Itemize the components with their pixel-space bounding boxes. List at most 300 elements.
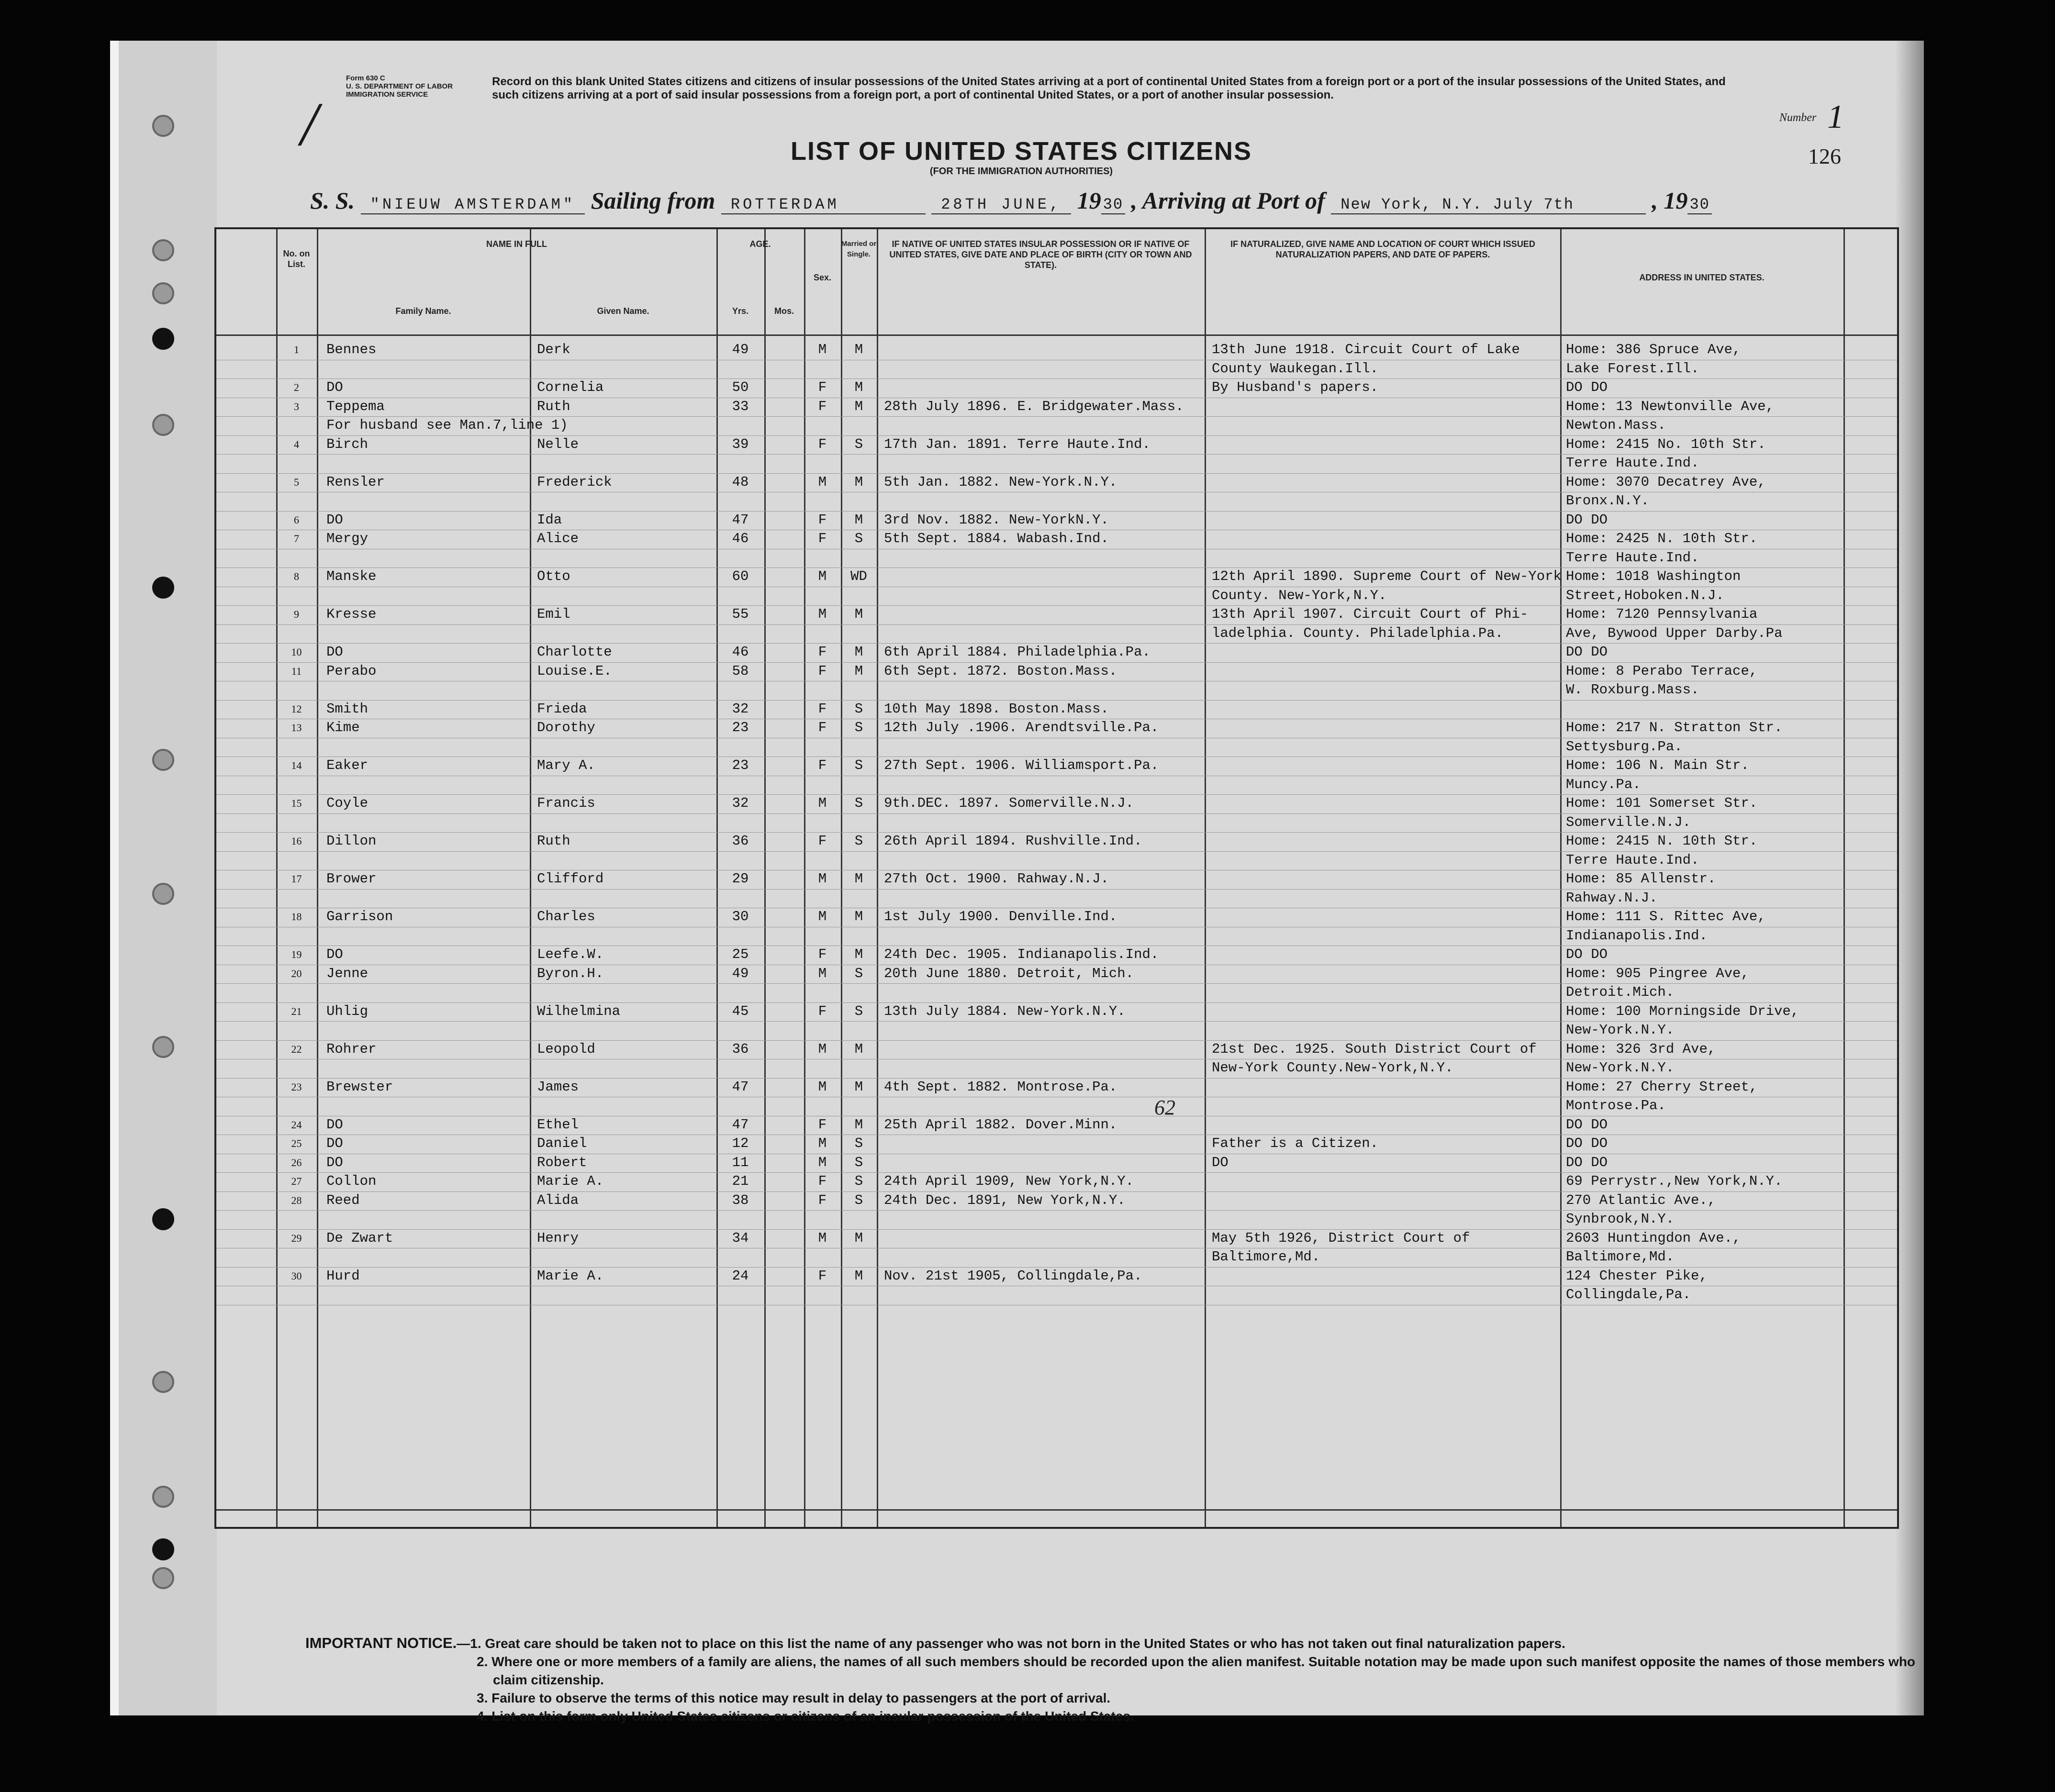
row-addr-cell: Home: 111 S. Rittec Ave,: [1566, 909, 1766, 924]
row-divider: [216, 851, 1897, 852]
handwritten-note: 62: [1154, 1096, 1175, 1119]
row-family-cell: Mergy: [326, 531, 369, 546]
row-divider: [216, 378, 1897, 379]
row-given-cell: Wilhelmina: [537, 1003, 621, 1019]
header-name-in-full: NAME IN FULL: [486, 239, 547, 249]
row-family-cell: Manske: [326, 568, 377, 584]
row-nat-cell: New-York County.New-York,N.Y.: [1212, 1060, 1453, 1076]
row-birth-cell: 20th June 1880. Detroit, Mich.: [884, 965, 1134, 981]
row-family-cell: DO: [326, 512, 343, 528]
row-ms-cell: S: [854, 757, 863, 773]
row-yrs-cell: 24: [732, 1268, 749, 1284]
row-family-cell: Coyle: [326, 795, 369, 811]
row-no-cell: 25: [291, 1137, 302, 1149]
row-family-cell: Rensler: [326, 474, 385, 490]
row-addr-cell: Montrose.Pa.: [1566, 1098, 1666, 1113]
row-ms-cell: M: [854, 606, 863, 622]
row-birth-cell: 6th April 1884. Philadelphia.Pa.: [884, 644, 1150, 660]
row-addr-cell: Home: 1018 Washington: [1566, 568, 1741, 584]
row-no-cell: 11: [291, 665, 302, 677]
row-no-cell: 14: [291, 759, 302, 771]
row-no-cell: 9: [294, 608, 299, 620]
row-addr-cell: Home: 217 N. Stratton Str.: [1566, 720, 1783, 735]
row-birth-cell: 9th.DEC. 1897. Somerville.N.J.: [884, 795, 1134, 811]
row-addr-cell: DO DO: [1566, 1135, 1608, 1151]
row-yrs-cell: 49: [732, 965, 749, 981]
row-yrs-cell: 33: [732, 398, 749, 414]
row-sex-cell: M: [818, 1135, 827, 1151]
row-ms-cell: S: [854, 1192, 863, 1208]
row-addr-cell: Home: 386 Spruce Ave,: [1566, 342, 1741, 357]
row-addr-cell: DO DO: [1566, 946, 1608, 962]
row-yrs-cell: 47: [732, 1116, 749, 1133]
row-birth-cell: 26th April 1894. Rushville.Ind.: [884, 833, 1142, 849]
row-given-cell: Henry: [537, 1230, 579, 1246]
row-divider: [216, 511, 1897, 512]
binder-hole: [152, 577, 174, 599]
row-birth-cell: 27th Oct. 1900. Rahway.N.J.: [884, 871, 1109, 887]
row-family-cell: Kresse: [326, 606, 377, 622]
row-ms-cell: M: [854, 474, 863, 490]
row-addr-cell: Home: 3070 Decatrey Ave,: [1566, 474, 1766, 490]
header-mos: Mos.: [774, 306, 794, 316]
header-married: Married or Single.: [841, 240, 877, 258]
row-birth-cell: 25th April 1882. Dover.Minn.: [884, 1116, 1117, 1133]
row-sex-cell: F: [818, 757, 827, 773]
row-sex-cell: F: [818, 946, 827, 962]
row-ms-cell: M: [854, 512, 863, 528]
row-addr-cell: Home: 13 Newtonville Ave,: [1566, 398, 1775, 414]
row-addr-cell: Detroit.Mich.: [1566, 984, 1675, 1000]
row-ms-cell: WD: [850, 568, 867, 584]
number-label: Number: [1779, 111, 1817, 124]
row-no-cell: 4: [294, 438, 299, 450]
row-sex-cell: M: [818, 568, 827, 584]
binder-hole: [152, 1486, 174, 1508]
row-sex-cell: F: [818, 398, 827, 414]
row-birth-cell: 5th Jan. 1882. New-York.N.Y.: [884, 474, 1117, 490]
row-ms-cell: S: [854, 701, 863, 717]
row-family-cell: Teppema: [326, 398, 385, 414]
row-family-cell: Brewster: [326, 1079, 393, 1095]
row-yrs-cell: 50: [732, 379, 749, 395]
binder-hole: [152, 239, 174, 261]
row-family-cell: Perabo: [326, 663, 377, 679]
row-ms-cell: S: [854, 1003, 863, 1019]
row-sex-cell: F: [818, 1268, 827, 1284]
row-divider: [216, 605, 1897, 606]
row-yrs-cell: 29: [732, 871, 749, 887]
row-sex-cell: F: [818, 644, 827, 660]
binder-hole: [152, 749, 174, 771]
row-no-cell: 1: [294, 344, 299, 356]
row-sex-cell: M: [818, 606, 827, 622]
row-family-cell: DO: [326, 1135, 343, 1151]
row-addr-cell: DO DO: [1566, 379, 1608, 395]
row-sex-cell: M: [818, 1079, 827, 1095]
row-addr-cell: Home: 905 Pingree Ave,: [1566, 965, 1749, 981]
voyage-line: S. S. "NIEUW AMSTERDAM" Sailing from ROTTERDAM 28TH JUNE, 19 30 , Arriving at Port of New York, N.Y. July 7th , 19 30: [310, 187, 1712, 214]
row-nat-cell: Baltimore,Md.: [1212, 1249, 1320, 1265]
intro-text: Record on this blank United States citizens and citizens of insular possessions of the United States arriving at a port of continental United States from a foreign port or a port of the insular possessions of the United States, and such citizens arriving at a port of said insular possessions from a foreign port, a port of continental United States, or a port of another insular possession.: [492, 75, 1726, 101]
page-number: 126: [1808, 144, 1841, 168]
notice-lead: IMPORTANT NOTICE.: [305, 1635, 457, 1651]
row-no-cell: 15: [291, 797, 302, 809]
row-divider: [216, 813, 1897, 814]
row-sex-cell: F: [818, 1173, 827, 1189]
row-addr-cell: DO DO: [1566, 512, 1608, 528]
row-ms-cell: S: [854, 1173, 863, 1189]
row-no-cell: 2: [294, 381, 299, 393]
row-family-cell: Uhlig: [326, 1003, 369, 1019]
row-birth-cell: 12th July .1906. Arendtsville.Pa.: [884, 720, 1159, 735]
page-edge-shadow: [1895, 41, 1924, 1715]
row-addr-cell: Home: 100 Morningside Drive,: [1566, 1003, 1799, 1019]
row-no-cell: 27: [291, 1175, 302, 1187]
row-given-cell: Cornelia: [537, 379, 604, 395]
row-yrs-cell: 48: [732, 474, 749, 490]
row-ms-cell: M: [854, 871, 863, 887]
handwritten-tick-mark: /: [301, 90, 318, 159]
row-given-cell: Leopold: [537, 1041, 595, 1057]
row-divider: [216, 435, 1897, 436]
year-to: 30: [1687, 196, 1711, 214]
row-ms-cell: M: [854, 946, 863, 962]
row-family-cell: For husband see Man.7,line 1): [326, 417, 568, 433]
row-given-cell: Frieda: [537, 701, 587, 717]
row-yrs-cell: 36: [732, 833, 749, 849]
row-family-cell: Rohrer: [326, 1041, 377, 1057]
row-given-cell: James: [537, 1079, 579, 1095]
page-subtitle: (FOR THE IMMIGRATION AUTHORITIES): [929, 166, 1113, 177]
row-addr-cell: New-York.N.Y.: [1566, 1060, 1675, 1076]
row-nat-cell: ladelphia. County. Philadelphia.Pa.: [1212, 625, 1504, 641]
row-addr-cell: Terre Haute.Ind.: [1566, 852, 1699, 868]
row-addr-cell: 69 Perrystr.,New York,N.Y.: [1566, 1173, 1783, 1189]
row-nat-cell: 21st Dec. 1925. South District Court of: [1212, 1041, 1537, 1057]
row-addr-cell: Lake Forest.Ill.: [1566, 360, 1699, 377]
row-no-cell: 19: [291, 948, 302, 960]
row-no-cell: 22: [291, 1043, 302, 1055]
row-addr-cell: Somerville.N.J.: [1566, 814, 1691, 830]
row-sex-cell: F: [818, 379, 827, 395]
row-sex-cell: M: [818, 1154, 827, 1170]
important-notice: IMPORTANT NOTICE.—1. Great care should be taken not to place on this list the name of any passenger who was not born in the United States or who has not taken out final naturalization papers. 2. Where one or more members of a family are aliens, the names of all such members should be recorded upon the alien manifest. Suitable notation may be made upon such manifest opposite the names of those members who claim citizenship. 3. Failure to observe the terms of this notice may result in delay to passengers at the port of arrival. 4. List on this form only United States citizens or citizens of an insular possession of the United States.: [305, 1634, 1932, 1725]
row-addr-cell: Home: 7120 Pennsylvania: [1566, 606, 1758, 622]
row-addr-cell: Home: 2415 No. 10th Str.: [1566, 436, 1766, 452]
row-birth-cell: 1st July 1900. Denville.Ind.: [884, 909, 1117, 924]
port-from: ROTTERDAM: [721, 196, 926, 214]
row-family-cell: Brower: [326, 871, 377, 887]
row-no-cell: 16: [291, 835, 302, 847]
row-family-cell: Birch: [326, 436, 369, 452]
row-addr-cell: Collingdale,Pa.: [1566, 1287, 1691, 1302]
row-yrs-cell: 60: [732, 568, 749, 584]
row-addr-cell: W. Roxburg.Mass.: [1566, 682, 1699, 698]
row-family-cell: Reed: [326, 1192, 360, 1208]
row-given-cell: Ruth: [537, 398, 570, 414]
row-nat-cell: May 5th 1926, District Court of: [1212, 1230, 1470, 1246]
row-given-cell: Louise.E.: [537, 663, 612, 679]
row-given-cell: Derk: [537, 342, 570, 357]
row-family-cell: DO: [326, 1154, 343, 1170]
row-divider: [216, 473, 1897, 474]
row-ms-cell: M: [854, 1079, 863, 1095]
row-yrs-cell: 58: [732, 663, 749, 679]
row-birth-cell: 13th July 1884. New-York.N.Y.: [884, 1003, 1126, 1019]
row-birth-cell: 5th Sept. 1884. Wabash.Ind.: [884, 531, 1109, 546]
row-sex-cell: F: [818, 701, 827, 717]
row-sex-cell: M: [818, 342, 827, 357]
row-no-cell: 20: [291, 967, 302, 979]
row-family-cell: De Zwart: [326, 1230, 393, 1246]
row-divider: [216, 794, 1897, 795]
row-addr-cell: DO DO: [1566, 644, 1608, 660]
row-addr-cell: Indianapolis.Ind.: [1566, 927, 1708, 944]
row-ms-cell: M: [854, 398, 863, 414]
row-addr-cell: Home: 101 Somerset Str.: [1566, 795, 1758, 811]
row-no-cell: 13: [291, 722, 302, 734]
row-yrs-cell: 46: [732, 644, 749, 660]
row-divider: [216, 1172, 1897, 1173]
row-divider: [216, 624, 1897, 625]
row-family-cell: DO: [326, 1116, 343, 1133]
row-sex-cell: F: [818, 720, 827, 735]
row-yrs-cell: 46: [732, 531, 749, 546]
row-no-cell: 8: [294, 570, 299, 582]
row-addr-cell: Synbrook,N.Y.: [1566, 1211, 1675, 1227]
row-yrs-cell: 47: [732, 512, 749, 528]
row-yrs-cell: 32: [732, 701, 749, 717]
header-naturalized: IF NATURALIZED, GIVE NAME AND LOCATION OF COURT WHICH ISSUED NATURALIZATION PAPERS, AND DATE OF PAPERS.: [1230, 239, 1535, 259]
row-ms-cell: M: [854, 342, 863, 357]
row-family-cell: Smith: [326, 701, 369, 717]
row-ms-cell: S: [854, 1135, 863, 1151]
row-given-cell: Marie A.: [537, 1173, 604, 1189]
row-birth-cell: 24th April 1909, New York,N.Y.: [884, 1173, 1134, 1189]
row-no-cell: 18: [291, 911, 302, 923]
row-addr-cell: Baltimore,Md.: [1566, 1249, 1675, 1265]
row-given-cell: Byron.H.: [537, 965, 604, 981]
row-birth-cell: 28th July 1896. E. Bridgewater.Mass.: [884, 398, 1184, 414]
row-yrs-cell: 34: [732, 1230, 749, 1246]
row-given-cell: Ethel: [537, 1116, 579, 1133]
row-ms-cell: M: [854, 644, 863, 660]
row-no-cell: 24: [291, 1118, 302, 1131]
manifest-table: [214, 227, 1899, 1529]
row-given-cell: Clifford: [537, 871, 604, 887]
row-addr-cell: Settysburg.Pa.: [1566, 738, 1683, 755]
header-yrs: Yrs.: [732, 306, 749, 316]
row-given-cell: Ida: [537, 512, 562, 528]
row-divider: [216, 1191, 1897, 1192]
row-ms-cell: M: [854, 1041, 863, 1057]
row-ms-cell: S: [854, 531, 863, 546]
row-no-cell: 29: [291, 1232, 302, 1244]
row-yrs-cell: 38: [732, 1192, 749, 1208]
row-divider: [216, 643, 1897, 644]
row-no-cell: 12: [291, 702, 302, 715]
row-given-cell: Otto: [537, 568, 570, 584]
row-divider: [216, 454, 1897, 455]
row-sex-cell: F: [818, 436, 827, 452]
row-no-cell: 23: [291, 1080, 302, 1093]
row-addr-cell: Newton.Mass.: [1566, 417, 1666, 433]
row-addr-cell: Home: 2415 N. 10th Str.: [1566, 833, 1758, 849]
row-family-cell: Kime: [326, 720, 360, 735]
row-yrs-cell: 30: [732, 909, 749, 924]
row-given-cell: Alice: [537, 531, 579, 546]
binder-hole: [152, 414, 174, 436]
row-birth-cell: 10th May 1898. Boston.Mass.: [884, 701, 1109, 717]
manifest-page: [110, 41, 1924, 1724]
row-addr-cell: 124 Chester Pike,: [1566, 1268, 1708, 1284]
binder-hole: [152, 115, 174, 137]
row-yrs-cell: 12: [732, 1135, 749, 1151]
row-family-cell: DO: [326, 644, 343, 660]
row-given-cell: Leefe.W.: [537, 946, 604, 962]
row-no-cell: 26: [291, 1156, 302, 1169]
row-addr-cell: DO DO: [1566, 1116, 1608, 1133]
row-yrs-cell: 47: [732, 1079, 749, 1095]
row-divider: [216, 1040, 1897, 1041]
row-family-cell: Garrison: [326, 909, 393, 924]
row-divider: [216, 983, 1897, 984]
row-divider: [216, 1267, 1897, 1268]
binder-hole: [152, 883, 174, 905]
header-given-name: Given Name.: [597, 306, 649, 316]
row-yrs-cell: 21: [732, 1173, 749, 1189]
row-ms-cell: M: [854, 1268, 863, 1284]
row-family-cell: DO: [326, 379, 343, 395]
number-value: 1: [1827, 99, 1844, 135]
row-yrs-cell: 55: [732, 606, 749, 622]
row-sex-cell: M: [818, 1041, 827, 1057]
row-ms-cell: S: [854, 795, 863, 811]
notice-item-4: 4. List on this form only United States citizens or citizens of an insular possession of the United States.: [477, 1709, 1134, 1724]
row-sex-cell: F: [818, 1192, 827, 1208]
row-birth-cell: 4th Sept. 1882. Montrose.Pa.: [884, 1079, 1117, 1095]
row-given-cell: Francis: [537, 795, 595, 811]
row-yrs-cell: 23: [732, 757, 749, 773]
row-nat-cell: 13th April 1907. Circuit Court of Phi-: [1212, 606, 1529, 622]
row-given-cell: Nelle: [537, 436, 579, 452]
row-sex-cell: F: [818, 1116, 827, 1133]
row-no-cell: 3: [294, 400, 299, 412]
row-yrs-cell: 49: [732, 342, 749, 357]
row-divider: [216, 1002, 1897, 1003]
row-no-cell: 7: [294, 533, 299, 545]
row-family-cell: Hurd: [326, 1268, 360, 1284]
row-addr-cell: Home: 106 N. Main Str.: [1566, 757, 1749, 773]
row-given-cell: Charlotte: [537, 644, 612, 660]
binder-hole: [152, 1036, 174, 1058]
page-title: LIST OF UNITED STATES CITIZENS: [791, 137, 1252, 166]
row-addr-cell: Home: 8 Perabo Terrace,: [1566, 663, 1758, 679]
row-sex-cell: F: [818, 531, 827, 546]
row-given-cell: Robert: [537, 1154, 587, 1170]
binder-hole: [152, 282, 174, 304]
row-ms-cell: M: [854, 379, 863, 395]
row-yrs-cell: 36: [732, 1041, 749, 1057]
row-ms-cell: S: [854, 1154, 863, 1170]
row-given-cell: Emil: [537, 606, 570, 622]
row-ms-cell: M: [854, 909, 863, 924]
row-addr-cell: DO DO: [1566, 1154, 1608, 1170]
row-given-cell: Mary A.: [537, 757, 595, 773]
row-birth-cell: 24th Dec. 1905. Indianapolis.Ind.: [884, 946, 1159, 962]
row-addr-cell: Home: 27 Cherry Street,: [1566, 1079, 1758, 1095]
row-given-cell: Charles: [537, 909, 595, 924]
row-nat-cell: 13th June 1918. Circuit Court of Lake: [1212, 342, 1520, 357]
row-divider: [216, 1229, 1897, 1230]
row-family-cell: DO: [326, 946, 343, 962]
date-from: 28TH JUNE,: [931, 196, 1071, 214]
row-addr-cell: Rahway.N.J.: [1566, 890, 1658, 906]
row-addr-cell: Home: 2425 N. 10th Str.: [1566, 531, 1758, 546]
row-yrs-cell: 23: [732, 720, 749, 735]
binder-hole: [152, 1567, 174, 1589]
row-divider: [216, 1078, 1897, 1079]
row-no-cell: 21: [291, 1005, 302, 1017]
row-no-cell: 5: [294, 476, 299, 488]
row-birth-cell: 6th Sept. 1872. Boston.Mass.: [884, 663, 1117, 679]
form-identifier: Form 630 C U. S. DEPARTMENT OF LABOR IMMIGRATION SERVICE: [346, 74, 453, 99]
row-birth-cell: 27th Sept. 1906. Williamsport.Pa.: [884, 757, 1159, 773]
row-ms-cell: S: [854, 720, 863, 735]
row-ms-cell: S: [854, 833, 863, 849]
row-addr-cell: New-York.N.Y.: [1566, 1022, 1675, 1038]
row-family-cell: Dillon: [326, 833, 377, 849]
row-nat-cell: County Waukegan.Ill.: [1212, 360, 1379, 377]
row-nat-cell: Father is a Citizen.: [1212, 1135, 1379, 1151]
row-nat-cell: County. New-York,N.Y.: [1212, 587, 1387, 603]
row-birth-cell: 17th Jan. 1891. Terre Haute.Ind.: [884, 436, 1150, 452]
row-sex-cell: F: [818, 663, 827, 679]
row-addr-cell: 270 Atlantic Ave.,: [1566, 1192, 1716, 1208]
notice-item-3: 3. Failure to observe the terms of this notice may result in delay to passengers at the port of arrival.: [477, 1691, 1111, 1705]
row-sex-cell: F: [818, 1003, 827, 1019]
binder-hole: [152, 1208, 174, 1230]
row-sex-cell: M: [818, 909, 827, 924]
row-given-cell: Marie A.: [537, 1268, 604, 1284]
row-ms-cell: M: [854, 1116, 863, 1133]
row-no-cell: 30: [291, 1269, 302, 1282]
header-birthplace: IF NATIVE OF UNITED STATES INSULAR POSSESSION OR IF NATIVE OF UNITED STATES, GIVE DATE AND PLACE OF BIRTH (CITY OR TOWN AND STATE).: [889, 239, 1192, 270]
header-no-on-list: No. on List.: [283, 249, 310, 269]
row-nat-cell: By Husband's papers.: [1212, 379, 1379, 395]
row-family-cell: Bennes: [326, 342, 377, 357]
row-birth-cell: 3rd Nov. 1882. New-YorkN.Y.: [884, 512, 1109, 528]
header-sex: Sex.: [813, 273, 832, 282]
row-family-cell: Collon: [326, 1173, 377, 1189]
row-given-cell: Daniel: [537, 1135, 587, 1151]
header-family-name: Family Name.: [395, 306, 451, 316]
row-no-cell: 6: [294, 513, 299, 526]
row-ms-cell: M: [854, 663, 863, 679]
row-yrs-cell: 39: [732, 436, 749, 452]
notice-item-2: 2. Where one or more members of a family are aliens, the names of all such members should be recorded upon the alien manifest. Suitable notation may be made upon such manifest opposite the names of those members who claim citizenship.: [477, 1654, 1916, 1687]
binder-hole: [152, 1371, 174, 1393]
row-addr-cell: 2603 Huntingdon Ave.,: [1566, 1230, 1741, 1246]
header-age: AGE.: [749, 239, 771, 249]
row-yrs-cell: 25: [732, 946, 749, 962]
row-addr-cell: Terre Haute.Ind.: [1566, 455, 1699, 471]
binder-hole: [152, 328, 174, 350]
row-given-cell: Alida: [537, 1192, 579, 1208]
row-birth-cell: 24th Dec. 1891, New York,N.Y.: [884, 1192, 1126, 1208]
row-sex-cell: M: [818, 795, 827, 811]
